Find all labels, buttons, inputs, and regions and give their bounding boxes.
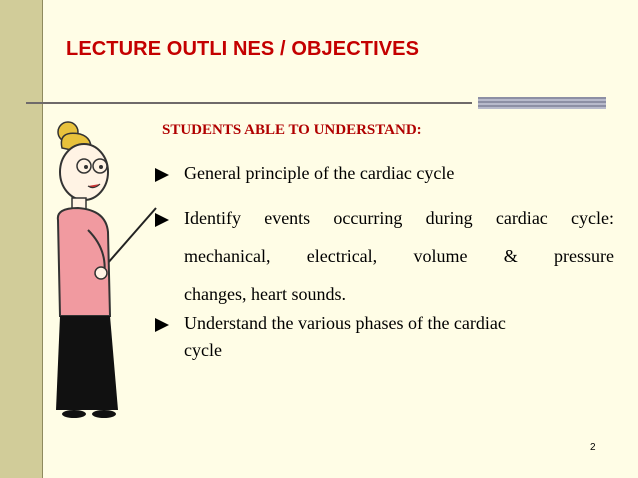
square-bullet-icon [154, 212, 170, 228]
bullet-text: Identify events occurring during cardiac cycle: [184, 208, 614, 228]
slide-title: LECTURE OUTLI NES / OBJECTIVES [66, 38, 420, 60]
left-sidebar-band [0, 0, 42, 478]
subheading: STUDENTS ABLE TO UNDERSTAND: [162, 122, 422, 138]
bullet-text: cycle [184, 340, 222, 360]
title-underline [26, 102, 472, 104]
square-bullet-icon [154, 167, 170, 183]
page-number: 2 [590, 442, 596, 453]
title-underline-block [478, 97, 606, 109]
square-bullet-icon [154, 317, 170, 333]
teacher-illustration [48, 120, 158, 420]
bullet-text: mechanical, electrical, volume & pressure [184, 246, 614, 266]
bullet-text: changes, heart sounds. [184, 284, 346, 304]
sidebar-divider [42, 0, 43, 478]
bullet-text: General principle of the cardiac cycle [184, 163, 455, 183]
bullet-text: Understand the various phases of the cardiac [184, 313, 506, 333]
